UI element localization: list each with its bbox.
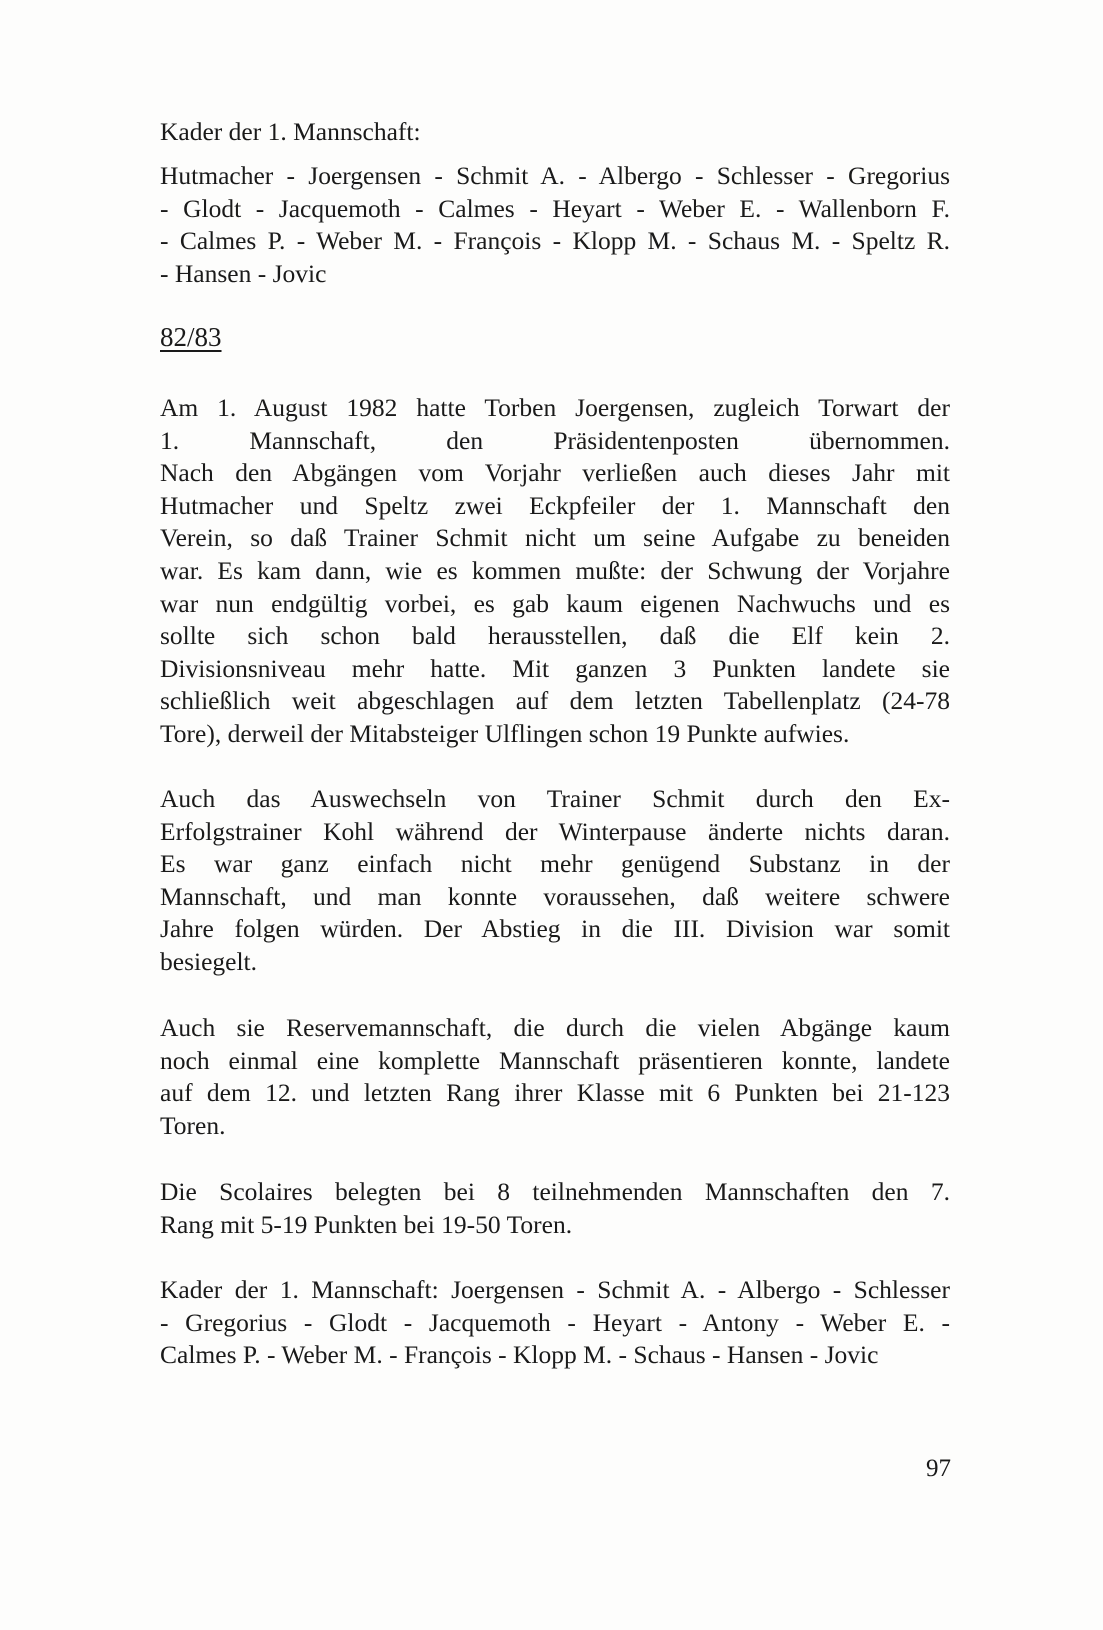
text-line: Calmes P. - Weber M. - François - Klopp M. - Schaus - Hansen - Jovic — [160, 1340, 879, 1370]
text-line: schließlich weit abgeschlagen auf dem letzten Tabellenplatz (24-78 — [160, 686, 950, 716]
text-line: Auch das Auswechseln von Trainer Schmit durch den Ex- — [160, 784, 950, 813]
text-line: Kader der 1. Mannschaft: — [160, 117, 421, 146]
text-line: auf dem 12. und letzten Rang ihrer Klasse mit 6 Punkten bei 21-123 — [160, 1078, 950, 1108]
text-line: Tore), derweil der Mitabsteiger Ulflingen schon 19 Punkte aufwies. — [160, 718, 850, 748]
paragraph — [160, 783, 950, 979]
text-line: Mannschaft, und man konnte voraussehen, daß weitere schwere — [160, 881, 950, 911]
text-line: Hutmacher und Speltz zwei Eckpfeiler der 1. Mannschaft den — [160, 490, 950, 520]
text-line: war. Es kam dann, wie es kommen mußte: der Schwung der Vorjahre — [160, 555, 950, 585]
text-line: - Gregorius - Glodt - Jacquemoth - Heyart - Antony - Weber E. - — [160, 1307, 950, 1337]
paragraph — [160, 1012, 950, 1142]
text-line: Auch sie Reservemannschaft, die durch die vielen Abgänge kaum — [160, 1013, 950, 1042]
text-line: - Calmes P. - Weber M. - François - Klopp M. - Schaus M. - Speltz R. — [160, 226, 950, 256]
text-line: Jahre folgen würden. Der Abstieg in die III. Division war somit — [160, 914, 950, 944]
paragraph — [160, 1176, 950, 1241]
text-line: Die Scolaires belegten bei 8 teilnehmenden Mannschaften den 7. — [160, 1177, 950, 1206]
paragraph — [160, 1274, 950, 1372]
text-line: Kader der 1. Mannschaft: Joergensen - Schmit A. - Albergo - Schlesser — [160, 1275, 950, 1304]
text-line: besiegelt. — [160, 946, 258, 976]
page-number: 97 — [926, 1455, 951, 1482]
text-line: Toren. — [160, 1110, 226, 1140]
text-line: Rang mit 5-19 Punkten bei 19-50 Toren. — [160, 1209, 573, 1239]
paragraph — [160, 392, 950, 751]
text-line: noch einmal eine komplette Mannschaft präsentieren konnte, landete — [160, 1045, 950, 1075]
text-line: - Hansen - Jovic — [160, 258, 327, 288]
text-line: sollte sich schon bald herausstellen, daß die Elf kein 2. — [160, 621, 950, 651]
season-heading: 82/83 — [160, 322, 222, 352]
text-line: Divisionsniveau mehr hatte. Mit ganzen 3 Punkten landete sie — [160, 653, 950, 683]
text-line: Am 1. August 1982 hatte Torben Joergensen, zugleich Torwart der — [160, 393, 950, 422]
text-line: Hutmacher - Joergensen - Schmit A. - Albergo - Schlesser - Gregorius — [160, 161, 950, 190]
text-line: Es war ganz einfach nicht mehr genügend Substanz in der — [160, 849, 950, 879]
paragraph — [160, 116, 950, 149]
text-line: war nun endgültig vorbei, es gab kaum eigenen Nachwuchs und es — [160, 588, 950, 618]
text-line: Erfolgstrainer Kohl während der Winterpause änderte nichts daran. — [160, 816, 950, 846]
text-line: Verein, so daß Trainer Schmit nicht um seine Aufgabe zu beneiden — [160, 523, 950, 553]
text-line: - Glodt - Jacquemoth - Calmes - Heyart - Weber E. - Wallenborn F. — [160, 193, 950, 223]
paragraph — [160, 160, 950, 290]
text-line: 1. Mannschaft, den Präsidentenposten übernommen. — [160, 425, 950, 455]
text-line: Nach den Abgängen vom Vorjahr verließen auch dieses Jahr mit — [160, 458, 950, 488]
